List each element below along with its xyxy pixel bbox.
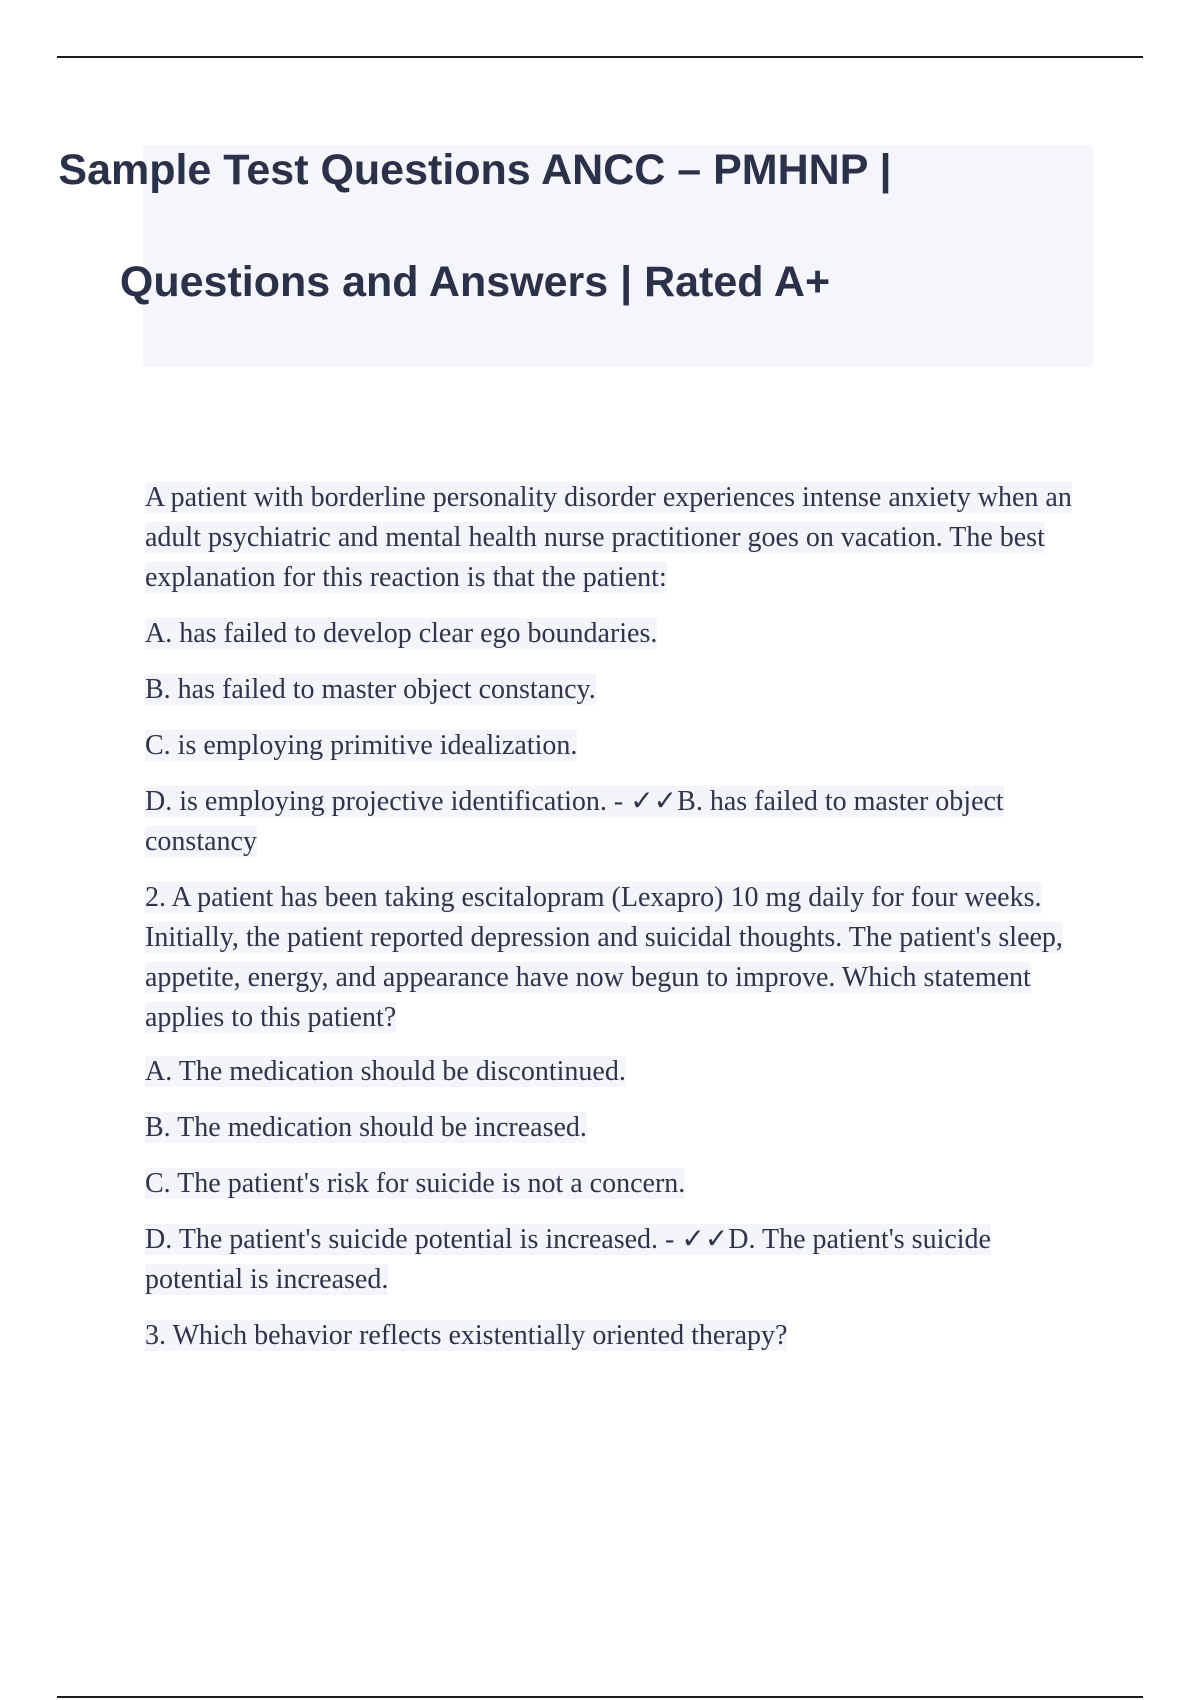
question-2-option-d-answer: D. The patient's suicide potential is increased. - ✓✓D. The patient's suicide potential is increased. (145, 1224, 991, 1295)
question-list (145, 478, 1095, 1356)
question-2-stem: 2. A patient has been taking escitalopram (Lexapro) 10 mg daily for four weeks. Initially, the patient reported depression and suicidal thoughts. The patient's sleep, appetite, energy, and appearance have now begun to improve. Which statement applies to this patient? (145, 882, 1063, 1033)
question-1-stem: A patient with borderline personality disorder experiences intense anxiety when an adult psychiatric and mental health nurse practitioner goes on vacation. The best explanation for this reaction is that the patient: (145, 482, 1072, 593)
question-1-option-b: B. has failed to master object constancy. (145, 674, 596, 705)
question-2-option-a: A. The medication should be discontinued. (145, 1056, 626, 1087)
question-3-stem: 3. Which behavior reflects existentially oriented therapy? (145, 1320, 788, 1351)
question-1-option-c: C. is employing primitive idealization. (145, 730, 578, 761)
top-rule (57, 56, 1143, 58)
question-1-option-a: A. has failed to develop clear ego boundaries. (145, 618, 658, 649)
question-1-option-d-answer: D. is employing projective identification. - ✓✓B. has failed to master object constancy (145, 786, 1004, 857)
question-2-option-c: C. The patient's risk for suicide is not a concern. (145, 1168, 686, 1199)
bottom-rule (57, 1696, 1143, 1698)
document-title-line-1: Sample Test Questions ANCC – PMHNP | (58, 146, 892, 194)
question-2-option-b: B. The medication should be increased. (145, 1112, 587, 1143)
document-title-line-2: Questions and Answers | Rated A+ (119, 258, 831, 306)
